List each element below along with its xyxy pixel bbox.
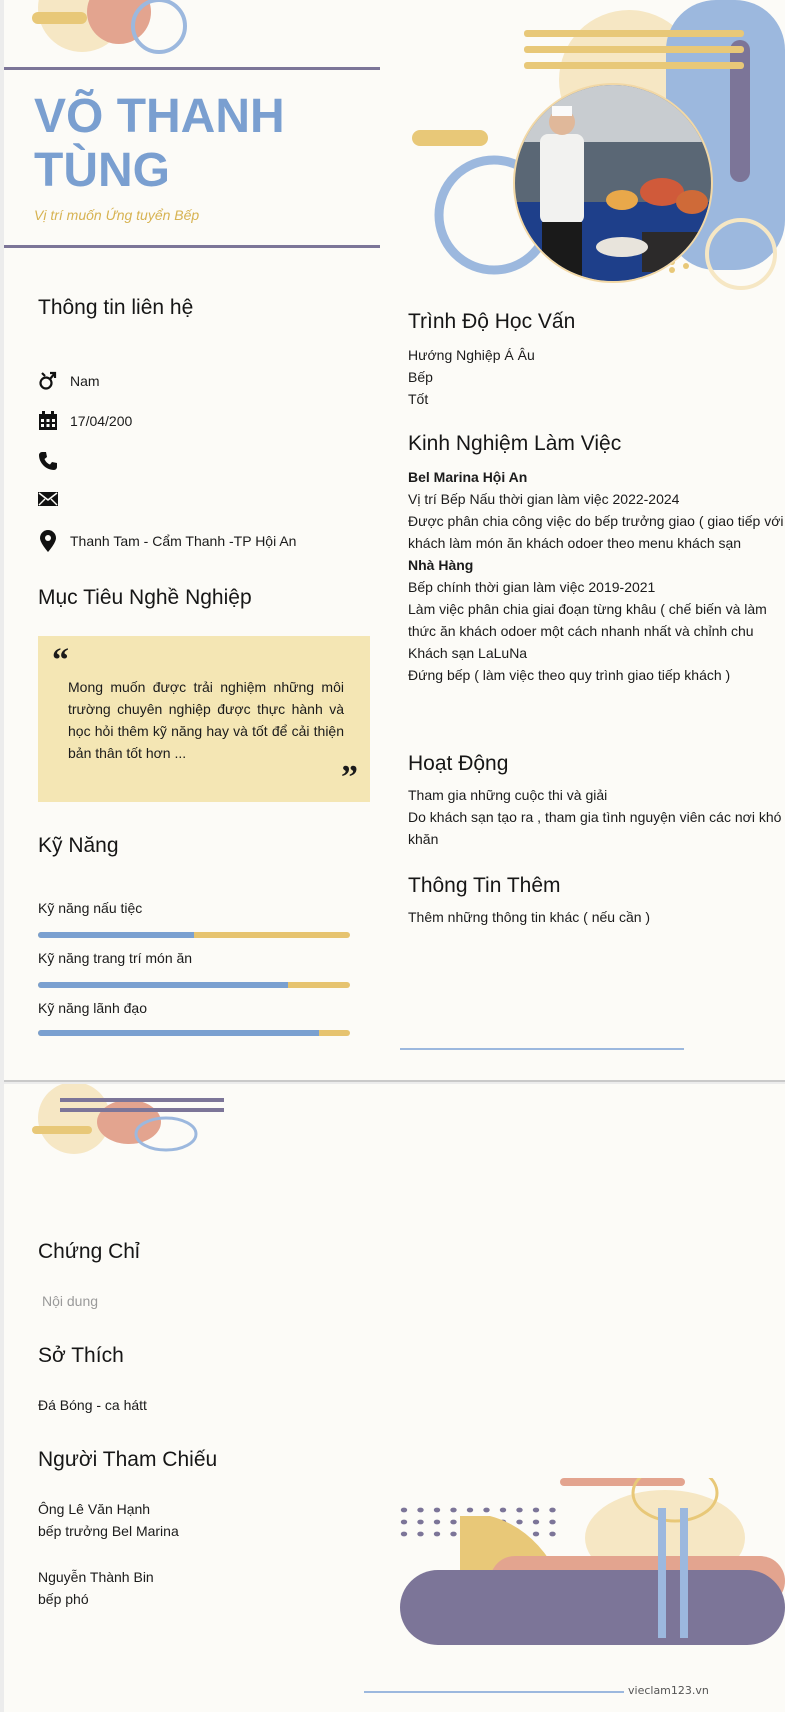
more-info-text: Thêm những thông tin khác ( nếu cần ) bbox=[408, 909, 651, 925]
footer-rule bbox=[400, 1048, 684, 1050]
close-quote-icon: ” bbox=[341, 759, 358, 796]
gender-icon bbox=[38, 370, 58, 392]
decoration-dot bbox=[549, 1520, 555, 1525]
decoration-dot bbox=[533, 1520, 539, 1525]
activities-heading: Hoạt Động bbox=[408, 752, 509, 775]
contact-dob: 17/04/200 bbox=[70, 413, 133, 429]
hobbies-heading: Sở Thích bbox=[38, 1344, 124, 1367]
job-extra: Đứng bếp ( làm việc theo quy trình giao tiếp khách ) bbox=[408, 667, 731, 683]
reference-name: Nguyễn Thành Bin bbox=[38, 1569, 154, 1585]
top-left-decoration bbox=[4, 1084, 234, 1174]
more-info-heading: Thông Tin Thêm bbox=[408, 874, 561, 897]
mail-icon bbox=[38, 488, 58, 510]
decoration-dot bbox=[434, 1520, 440, 1525]
decoration-dot bbox=[516, 1520, 522, 1525]
job-description: Được phân chia công việc do bếp trưởng giao ( giao tiếp với khách làm món ăn khách odoer theo menu khách sạn bbox=[408, 513, 784, 551]
decoration-dot bbox=[450, 1508, 456, 1513]
contact-heading: Thông tin liên hệ bbox=[38, 296, 194, 319]
objective-text: Mong muốn được trải nghiệm những môi trường chuyên nghiệp được thực hành và học hỏi thêm kỹ năng hay và tốt để cải thiện bản thân tốt hơn ... bbox=[68, 679, 344, 761]
skill-bar-fill bbox=[38, 1030, 319, 1036]
decoration-dot bbox=[549, 1532, 555, 1537]
skill-bar bbox=[38, 982, 350, 988]
certificates-heading: Chứng Chỉ bbox=[38, 1240, 140, 1263]
skills-heading: Kỹ Năng bbox=[38, 834, 119, 857]
profile-photo bbox=[512, 82, 714, 284]
education-heading: Trình Độ Học Vấn bbox=[408, 310, 576, 333]
decoration-dot bbox=[549, 1508, 555, 1513]
location-pin-icon bbox=[38, 530, 58, 552]
decoration-dot bbox=[483, 1508, 489, 1513]
skill-bar bbox=[38, 1030, 350, 1036]
decoration-dot bbox=[417, 1532, 423, 1537]
education-major: Bếp bbox=[408, 369, 433, 385]
decoration-dot bbox=[516, 1508, 522, 1513]
job-company: Nhà Hàng bbox=[408, 557, 474, 573]
cv-page-1 bbox=[4, 0, 785, 1082]
objective-heading: Mục Tiêu Nghề Nghiệp bbox=[38, 586, 252, 609]
header-rule-bottom bbox=[4, 245, 380, 248]
skill-label: Kỹ năng lãnh đạo bbox=[38, 1000, 147, 1016]
activities-line-1: Tham gia những cuộc thi và giải bbox=[408, 787, 608, 803]
cv-page-2 bbox=[4, 1084, 785, 1712]
contact-gender-row bbox=[38, 370, 100, 392]
header-rule-top bbox=[4, 67, 380, 70]
contact-gender: Nam bbox=[70, 373, 100, 389]
skill-bar bbox=[38, 932, 350, 938]
skill-label: Kỹ năng nấu tiệc bbox=[38, 900, 143, 916]
skill-bar-fill bbox=[38, 982, 288, 988]
decoration-dot bbox=[434, 1532, 440, 1537]
certificates-text: Nội dung bbox=[42, 1293, 99, 1309]
job-title: Vị trí Bếp Nấu thời gian làm việc 2022-2024 bbox=[408, 491, 680, 507]
decoration-dot bbox=[533, 1508, 539, 1513]
objective-quote-box bbox=[38, 636, 370, 802]
reference-name: Ông Lê Văn Hạnh bbox=[38, 1501, 151, 1517]
job-extra: Khách sạn LaLuNa bbox=[408, 645, 528, 661]
desired-position: Vị trí muốn Ứng tuyển Bếp bbox=[34, 207, 200, 223]
top-left-decoration bbox=[4, 0, 204, 60]
decoration-dot bbox=[467, 1508, 473, 1513]
calendar-icon bbox=[38, 410, 58, 432]
decoration-dot bbox=[401, 1508, 407, 1513]
decoration-dot bbox=[401, 1532, 407, 1537]
skill-bar-fill bbox=[38, 932, 194, 938]
education-school: Hướng Nghiệp Á Âu bbox=[408, 347, 535, 363]
reference-role: bếp phó bbox=[38, 1591, 89, 1607]
decoration-dot bbox=[450, 1532, 456, 1537]
reference-role: bếp trưởng Bel Marina bbox=[38, 1523, 179, 1539]
candidate-name: VÕ THANH TÙNG bbox=[34, 90, 285, 197]
decoration-dot bbox=[417, 1508, 423, 1513]
contact-address: Thanh Tam - Cẩm Thanh -TP Hội An bbox=[70, 533, 297, 549]
bottom-right-decoration bbox=[400, 1478, 785, 1648]
footer-rule bbox=[364, 1691, 624, 1693]
references-heading: Người Tham Chiếu bbox=[38, 1448, 218, 1471]
experience-heading: Kinh Nghiệm Làm Việc bbox=[408, 432, 622, 455]
decoration-dot bbox=[401, 1520, 407, 1525]
hobbies-text: Đá Bóng - ca hátt bbox=[38, 1397, 147, 1413]
phone-icon bbox=[38, 450, 58, 472]
job-description: Làm việc phân chia giai đoạn từng khâu ( chế biến và làm thức ăn khách odoer một cách nhanh nhất và chỉnh chu bbox=[408, 601, 767, 639]
contact-dob-row bbox=[38, 410, 132, 432]
decoration-dot bbox=[417, 1520, 423, 1525]
open-quote-icon: “ bbox=[52, 642, 69, 679]
contact-phone-row bbox=[38, 450, 70, 472]
decoration-dot bbox=[533, 1532, 539, 1537]
education-grade: Tốt bbox=[408, 391, 429, 407]
decoration-dot bbox=[434, 1508, 440, 1513]
footer-brand: vieclam123.vn bbox=[628, 1684, 709, 1697]
job-company: Bel Marina Hội An bbox=[408, 469, 528, 485]
job-title: Bếp chính thời gian làm việc 2019-2021 bbox=[408, 579, 656, 595]
contact-address-row bbox=[38, 530, 296, 552]
contact-email-row bbox=[38, 488, 70, 510]
decoration-dot bbox=[450, 1520, 456, 1525]
decoration-dot bbox=[500, 1508, 506, 1513]
skill-label: Kỹ năng trang trí món ăn bbox=[38, 950, 193, 966]
activities-line-2: Do khách sạn tạo ra , tham gia tình nguyện viên các nơi khó khăn bbox=[408, 809, 782, 847]
